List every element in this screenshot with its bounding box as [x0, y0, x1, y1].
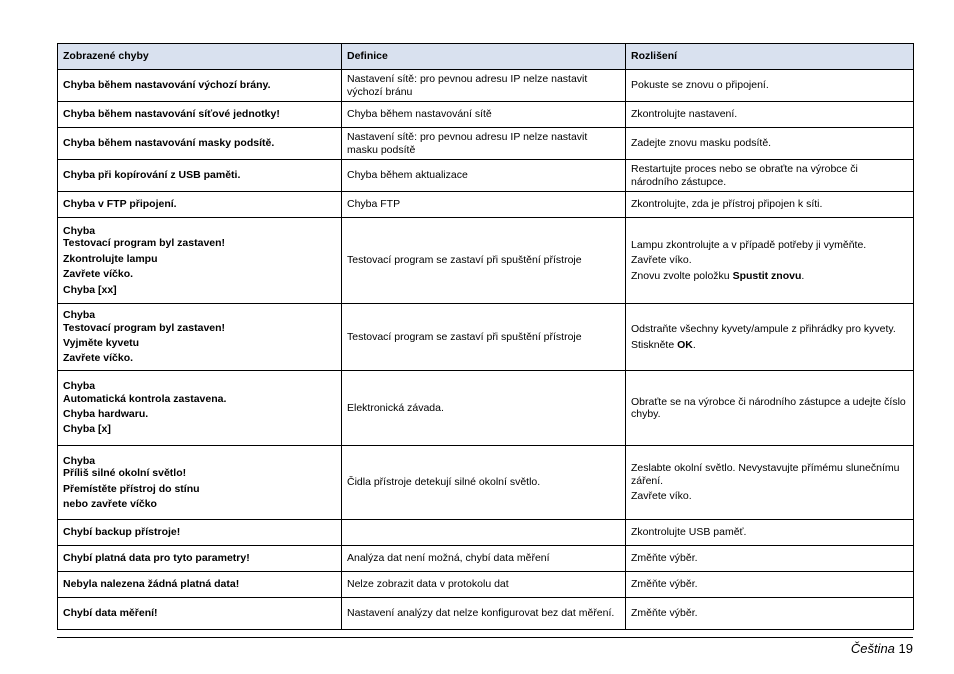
error-message-cell	[58, 520, 342, 546]
table-row	[58, 160, 914, 192]
error-message-line: Zavřete víčko.	[63, 268, 134, 281]
error-message-line: Nebyla nalezena žádná platná data!	[63, 578, 240, 591]
table-row	[58, 572, 914, 598]
resolution-text: Zadejte znovu masku podsítě.	[631, 137, 772, 150]
resolution-text: Zkontrolujte USB paměť.	[631, 526, 747, 539]
resolution-paragraph	[631, 552, 908, 564]
resolution-paragraph	[631, 254, 908, 266]
table-row	[58, 128, 914, 160]
resolution-text: Zavřete víko.	[631, 254, 692, 267]
error-message-line: Chyba	[63, 224, 96, 237]
resolution-text: Zavřete víko.	[631, 490, 692, 503]
resolution-text: .	[801, 269, 805, 282]
definition-cell: Nastavení sítě: pro pevnou adresu IP nelze nastavit výchozí bránu	[342, 70, 626, 102]
table-row	[58, 192, 914, 218]
resolution-cell	[626, 446, 914, 520]
error-message-line: Příliš silné okolní světlo!	[63, 467, 187, 480]
definition-cell: Chyba během aktualizace	[342, 160, 626, 192]
resolution-cell	[626, 371, 914, 446]
error-message-cell	[58, 546, 342, 572]
table-row	[58, 70, 914, 102]
table-row	[58, 102, 914, 128]
resolution-emphasis: OK	[677, 338, 693, 351]
resolution-cell	[626, 520, 914, 546]
definition-cell: Testovací program se zastaví při spuštění přístroje	[342, 304, 626, 371]
resolution-paragraph	[631, 526, 908, 538]
definition-cell: Elektronická závada.	[342, 371, 626, 446]
resolution-paragraph	[631, 239, 908, 251]
resolution-paragraph	[631, 323, 908, 335]
error-message-line: Vyjměte kyvetu	[63, 337, 140, 349]
resolution-paragraph	[631, 270, 908, 282]
resolution-paragraph	[631, 163, 908, 188]
error-message-line: Chyba hardwaru.	[63, 408, 149, 420]
table-row	[58, 371, 914, 446]
error-message-line: Chybí backup přístroje!	[63, 526, 181, 539]
error-message-cell	[58, 102, 342, 128]
column-header-resolution: Rozlišení	[626, 44, 914, 70]
resolution-emphasis: Spustit znovu	[732, 269, 802, 282]
resolution-text: Znovu zvolte položku	[631, 269, 733, 282]
resolution-paragraph	[631, 108, 908, 120]
definition-cell	[342, 520, 626, 546]
error-message-line: Automatická kontrola zastavena.	[63, 392, 227, 405]
error-message-line: Testovací program byl zastaven!	[63, 237, 226, 250]
definition-cell: Chyba FTP	[342, 192, 626, 218]
error-message-line: Chyba během nastavování výchozí brány.	[63, 79, 271, 92]
resolution-cell	[626, 304, 914, 371]
error-message-cell	[58, 128, 342, 160]
column-header-definition: Definice	[342, 44, 626, 70]
resolution-paragraph	[631, 198, 908, 210]
error-message-line: Chyba během nastavování masky podsítě.	[63, 137, 275, 150]
resolution-text: Odstraňte všechny kyvety/ampule z přihrádky pro kyvety.	[631, 323, 896, 336]
definition-cell: Čidla přístroje detekují silné okolní světlo.	[342, 446, 626, 520]
footer-rule	[57, 637, 913, 638]
error-message-line: Chybí data měření!	[63, 607, 158, 620]
definition-cell: Analýza dat není možná, chybí data měření	[342, 546, 626, 572]
page-number: 19	[898, 641, 913, 656]
table-row	[58, 598, 914, 630]
resolution-text: Zkontrolujte, zda je přístroj připojen k síti.	[631, 198, 823, 211]
resolution-paragraph	[631, 462, 908, 487]
table-header-row	[58, 44, 914, 70]
resolution-text: Stiskněte	[631, 338, 678, 351]
resolution-cell	[626, 160, 914, 192]
table-row	[58, 304, 914, 371]
error-message-line: Chyba v FTP připojení.	[63, 198, 177, 211]
resolution-paragraph	[631, 607, 908, 619]
error-message-cell	[58, 70, 342, 102]
resolution-cell	[626, 572, 914, 598]
error-message-line: Přemístěte přístroj do stínu	[63, 482, 200, 495]
resolution-cell	[626, 598, 914, 630]
error-message-line: Testovací program byl zastaven!	[63, 321, 226, 334]
table-row	[58, 520, 914, 546]
error-message-line: Chyba	[63, 309, 96, 322]
error-message-cell	[58, 598, 342, 630]
definition-cell: Testovací program se zastaví při spuštění přístroje	[342, 218, 626, 304]
resolution-paragraph	[631, 490, 908, 502]
error-message-cell	[58, 572, 342, 598]
resolution-text: Změňte výběr.	[631, 552, 698, 565]
error-message-cell	[58, 304, 342, 371]
resolution-paragraph	[631, 79, 908, 91]
resolution-text: Změňte výběr.	[631, 578, 698, 591]
resolution-cell	[626, 70, 914, 102]
error-message-cell	[58, 160, 342, 192]
column-header-displayed-errors: Zobrazené chyby	[58, 44, 342, 70]
error-message-line: Chyba [xx]	[63, 283, 117, 296]
resolution-paragraph	[631, 396, 908, 421]
resolution-cell	[626, 192, 914, 218]
error-message-line: Zavřete víčko.	[63, 352, 134, 365]
resolution-cell	[626, 102, 914, 128]
error-message-line: Chyba během nastavování síťové jednotky!	[63, 108, 280, 121]
error-table	[57, 43, 914, 630]
error-message-line: Chyba	[63, 380, 96, 393]
resolution-text: .	[692, 338, 696, 351]
footer-language: Čeština	[850, 641, 895, 656]
table-row	[58, 446, 914, 520]
error-message-line: nebo zavřete víčko	[63, 497, 157, 510]
resolution-cell	[626, 218, 914, 304]
definition-cell: Nastavení analýzy dat nelze konfigurovat bez dat měření.	[342, 598, 626, 630]
resolution-text: Zeslabte okolní světlo. Nevystavujte přímému slunečnímu záření.	[631, 462, 900, 487]
table-row	[58, 218, 914, 304]
table-row	[58, 546, 914, 572]
resolution-text: Zkontrolujte nastavení.	[631, 108, 738, 121]
resolution-cell	[626, 128, 914, 160]
error-message-line: Chyba [x]	[63, 423, 111, 436]
error-message-line: Chyba	[63, 454, 96, 467]
error-message-cell	[58, 218, 342, 304]
resolution-text: Změňte výběr.	[631, 607, 698, 620]
error-message-cell	[58, 192, 342, 218]
error-message-cell	[58, 371, 342, 446]
resolution-paragraph	[631, 339, 908, 351]
resolution-text: Pokuste se znovu o připojení.	[631, 79, 769, 92]
error-message-line: Zkontrolujte lampu	[63, 252, 158, 265]
error-message-line: Chybí platná data pro tyto parametry!	[63, 552, 250, 565]
definition-cell: Nastavení sítě: pro pevnou adresu IP nelze nastavit masku podsítě	[342, 128, 626, 160]
resolution-text: Lampu zkontrolujte a v případě potřeby ji vyměňte.	[631, 238, 867, 251]
resolution-text: Restartujte proces nebo se obraťte na výrobce či národního zástupce.	[631, 163, 858, 188]
definition-cell: Chyba během nastavování sítě	[342, 102, 626, 128]
error-message-line: Chyba při kopírování z USB paměti.	[63, 169, 241, 182]
definition-cell: Nelze zobrazit data v protokolu dat	[342, 572, 626, 598]
resolution-paragraph	[631, 137, 908, 149]
resolution-text: Obraťte se na výrobce či národního zástupce a udejte číslo chyby.	[631, 395, 906, 420]
page-footer	[851, 641, 913, 656]
error-message-cell	[58, 446, 342, 520]
resolution-cell	[626, 546, 914, 572]
resolution-paragraph	[631, 578, 908, 590]
